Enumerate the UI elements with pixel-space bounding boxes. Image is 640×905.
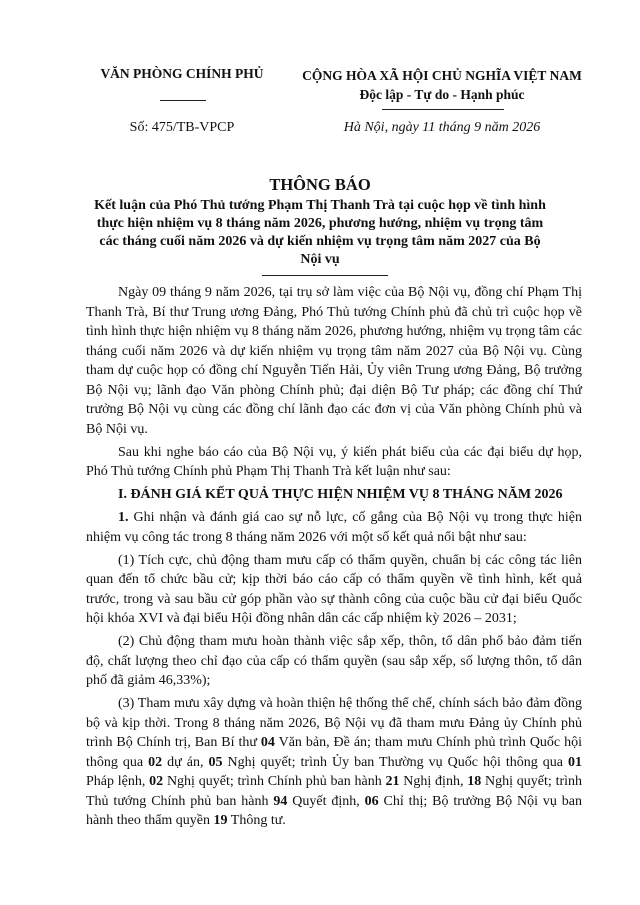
- motto-underline: [382, 109, 504, 110]
- document-title: THÔNG BÁO: [269, 175, 371, 194]
- subtitle-underline: [262, 275, 388, 276]
- agency-underline: [160, 100, 206, 101]
- place-date: Hà Nội, ngày 11 tháng 9 năm 2026: [343, 120, 541, 135]
- paragraph-result-2: (2) Chủ động tham mưu hoàn thành việc sắp xếp, thôn, tổ dân phố bảo đảm tiến độ, chất lượng theo chỉ đạo của cấp có thẩm quyền (sau sắp xếp, số lượng thôn, tổ dân phố đã giảm 46,33%);: [86, 634, 582, 688]
- document-subtitle: Kết luận của Phó Thủ tướng Phạm Thị Thanh Trà tại cuộc họp về tình hình thực hiện nhiệm vụ 8 tháng năm 2026, phương hướng, nhiệm vụ trọng tâm các tháng cuối năm 2026 và dự kiến nhiệm vụ trọng tâm năm 2027 của Bộ Nội vụ: [94, 198, 546, 267]
- document-body: [86, 283, 582, 834]
- section-heading-1: I. ĐÁNH GIÁ KẾT QUẢ THỰC HIỆN NHIỆM VỤ 8 THÁNG NĂM 2026: [118, 487, 563, 502]
- paragraph-result-1: (1) Tích cực, chủ động tham mưu cấp có thẩm quyền, chuẩn bị các công tác liên quan đến tổ chức bầu cử; kịp thời báo cáo cấp có thẩm quyền về tình hình, kết quả trước, trong và sau bầu cử góp phần vào sự thành công của cuộc bầu cử đại biểu Quốc hội khóa XVI và đại biểu Hội đồng nhân dân các cấp nhiệm kỳ 2026 – 2031;: [86, 552, 582, 626]
- paragraph-item-1: 1. Ghi nhận và đánh giá cao sự nỗ lực, cố gắng của Bộ Nội vụ trong thực hiện nhiệm vụ công tác trong 8 tháng năm 2026 với một số kết quả nổi bật như sau:: [86, 510, 582, 545]
- paragraph-intro: Ngày 09 tháng 9 năm 2026, tại trụ sở làm việc của Bộ Nội vụ, đồng chí Phạm Thị Thanh Trà, Bí thư Trung ương Đảng, Phó Thủ tướng Chính phủ đã chủ trì cuộc họp về tình hình thực hiện nhiệm vụ 8 tháng năm 2026, phương hướng, nhiệm vụ trọng tâm các tháng cuối năm 2026 và dự kiến nhiệm vụ trọng tâm năm 2027 của Bộ Nội vụ. Cùng tham dự cuộc họp có đồng chí Nguyễn Tiến Hải, Ủy viên Trung ương Đảng, Bộ trưởng Bộ Nội vụ; lãnh đạo Văn phòng Chính phủ; đại diện Bộ Tư pháp; các đồng chí Thứ trưởng Bộ Nội vụ cùng các đồng chí lãnh đạo các đơn vị của Văn phòng Chính phủ và Bộ Nội vụ.: [86, 285, 582, 437]
- country-name: CỘNG HÒA XÃ HỘI CHỦ NGHĨA VIỆT NAM: [302, 68, 582, 83]
- issuing-agency: VĂN PHÒNG CHÍNH PHỦ: [100, 66, 264, 81]
- document-number: Số: 475/TB-VPCP: [129, 120, 235, 135]
- national-header: [292, 66, 592, 104]
- paragraph-result-3: (3) Tham mưu xây dựng và hoàn thiện hệ thống thể chế, chính sách bảo đảm đồng bộ và kịp thời. Trong 8 tháng năm 2026, Bộ Nội vụ đã tham mưu Đảng ủy Chính phủ trình Bộ Chính trị, Ban Bí thư 04 Văn bản, Đề án; tham mưu Chính phủ trình Quốc hội thông qua 02 dự án, 05 Nghị quyết; trình Ủy ban Thường vụ Quốc hội thông qua 01 Pháp lệnh, 02 Nghị quyết; trình Chính phủ ban hành 21 Nghị định, 18 Nghị quyết; trình Thủ tướng Chính phủ ban hành 94 Quyết định, 06 Chỉ thị; Bộ trưởng Bộ Nội vụ ban hành theo thẩm quyền 19 Thông tư.: [86, 696, 583, 828]
- item-number: 1.: [118, 510, 129, 525]
- national-motto: Độc lập - Tự do - Hạnh phúc: [359, 87, 525, 102]
- paragraph-conclusion-lead: Sau khi nghe báo cáo của Bộ Nội vụ, ý kiến phát biểu của các đại biểu dự họp, Phó Thủ tướng Chính phủ Phạm Thị Thanh Trà kết luận như sau:: [86, 444, 582, 479]
